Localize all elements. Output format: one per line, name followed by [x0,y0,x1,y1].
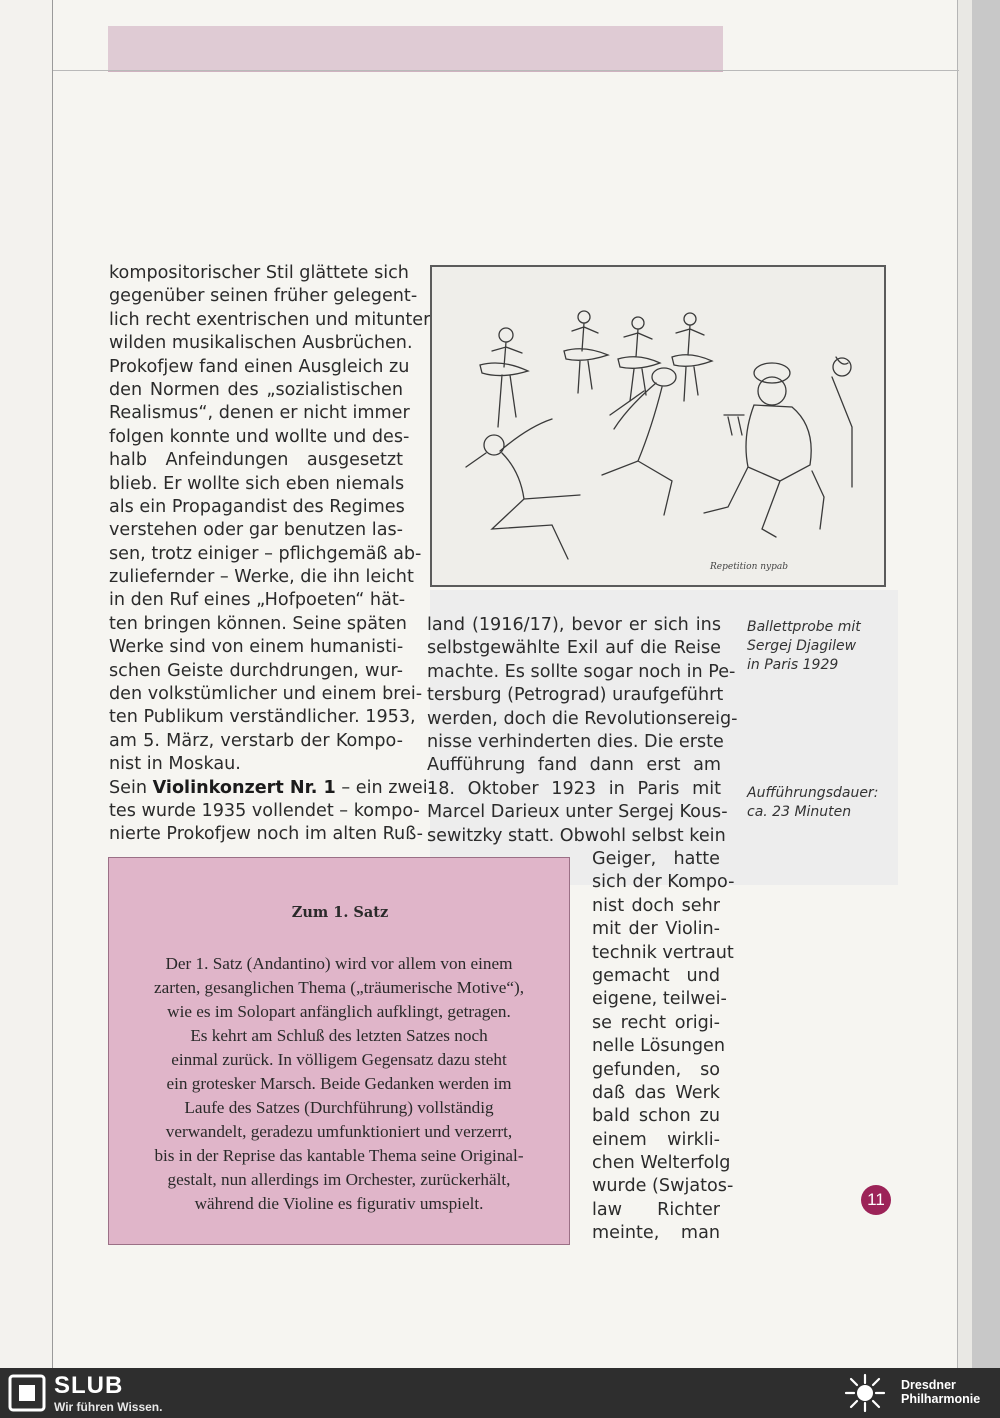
caption-line: in Paris 1929 [747,657,839,673]
slub-name[interactable]: SLUB [54,1372,124,1399]
text-line: nist in Moskau. [109,754,241,775]
text-line: sich der Kompo- [592,872,735,893]
ballet-rehearsal-illustration [430,265,886,587]
caption-line: Sergej Djagilew [747,638,857,654]
text-line: sewitzky statt. Obwohl selbst kein [427,825,726,846]
text-line: daß das Werk [592,1082,720,1103]
caption-line: Aufführungsdauer: [747,785,879,801]
page-number-badge: 11 [861,1185,891,1215]
text-line: nelle Lösungen [592,1036,726,1057]
text-fragment: Sein [109,777,153,798]
text-line: den Normen des „sozialistischen [109,379,403,400]
viewer-footer-bar [0,1368,1000,1418]
text-line: law Richter [592,1199,720,1220]
text-line: den volkstümlicher und einem brei- [109,684,423,705]
text-line: werden, doch die Revolutionsereig- [427,708,738,729]
info-box-line: einmal zurück. In völligem Gegensatz dazu steht [171,1050,507,1069]
text-column-2 [427,614,738,848]
text-line: kompositorischer Stil glättete sich [109,263,409,283]
info-box-title: Zum 1. Satz [291,904,389,921]
philharmonie-name-line: Dresdner [901,1378,956,1392]
text-line: se recht origi- [592,1012,720,1033]
page-edge [957,0,972,1368]
text-column-3 [592,848,735,1246]
info-box-line: ein grotesker Marsch. Beide Gedanken werden im [166,1074,512,1093]
text-line: Werke sind von einem humanisti- [109,637,404,658]
text-line: gefunden, so [592,1059,720,1080]
text-line: tersburg (Petrograd) uraufgeführt [427,685,724,706]
text-line: Aufführung fand dann erst am [427,755,721,776]
text-line: nisse verhinderten dies. Die erste [427,731,724,752]
text-line: schen Geiste durchdrungen, wur- [109,660,403,681]
info-box-line: bis in der Reprise das kantable Thema seine Original- [154,1146,524,1165]
illustration-signature: Repetition nypab [710,562,789,572]
philharmonie-name[interactable] [901,1378,980,1406]
header-band [108,26,723,70]
text-line: sen, trotz einiger – pflichgemäß ab- [109,543,422,564]
image-caption [747,618,887,675]
text-line: gegenüber seinen früher gelegent- [109,286,418,307]
info-box-line: während die Violine es figurativ umspielt. [194,1194,484,1213]
text-line: eigene, teilwei- [592,989,727,1010]
text-line: machte. Es sollte sogar noch in Pe- [427,661,736,682]
left-page-edge [0,0,53,1368]
text-line-violin-concerto [109,777,434,800]
text-line: Prokofjew fand einen Ausgleich zu [109,356,410,377]
text-line: land (1916/17), bevor er sich ins [427,615,721,635]
text-line: verstehen oder gar benutzen las- [109,520,403,541]
text-line: blieb. Er wollte sich eben niemals [109,473,405,494]
text-line: gemacht und [592,965,720,986]
text-line: wurde (Swjatos- [592,1176,734,1197]
text-line: lich recht exentrischen und mitunter [109,309,431,330]
text-line: zuliefernder – Werke, die ihn leicht [109,567,414,588]
text-line: ten bringen können. Seine späten [109,613,407,634]
text-line: Geiger, hatte [592,849,720,869]
ballet-sketch-drawing [432,267,884,585]
text-line: Marcel Darieux unter Sergej Kous- [427,802,728,823]
text-line: einem wirkli- [592,1129,720,1150]
info-box-line: verwandelt, geradezu umfunktioniert und verzerrt, [165,1122,513,1141]
text-line: nist doch sehr [592,895,720,916]
header-rule [53,70,959,71]
text-line: mit der Violin- [592,919,720,940]
caption-line: ca. 23 Minuten [747,804,852,820]
text-line: ten Publikum verständlicher. 1953, [109,707,416,728]
text-line: 18. Oktober 1923 in Paris mit [427,778,721,799]
info-box-line: Der 1. Satz (Andantino) wird vor allem von einem [165,954,513,973]
info-box-line: gestalt, nun allerdings im Orchester, zurückerhält, [167,1170,511,1189]
info-box-line: wie es im Solopart anfänglich aufklingt, getragen. [167,1002,511,1021]
slub-tagline: Wir führen Wissen. [54,1400,163,1414]
text-line: nierte Prokofjew noch im alten Ruß- [109,824,423,845]
work-title: Violinkonzert Nr. 1 [152,777,336,798]
text-fragment: – ein zwei- [335,777,434,798]
text-line: als ein Propagandist des Regimes [109,496,405,517]
text-line: Realismus“, denen er nicht immer [109,403,410,424]
text-line: selbstgewählte Exil auf die Reise [427,638,721,659]
movement-info-box [108,857,570,1245]
text-column-1 [109,262,434,847]
philharmonie-name-line: Philharmonie [901,1392,981,1406]
text-line: technik vertraut [592,942,734,963]
slub-logo-icon[interactable] [8,1374,46,1412]
text-line: tes wurde 1935 vollendet – kompo- [109,800,420,821]
text-line: folgen konnte und wollte und des- [109,426,410,447]
info-box-line: Laufe des Satzes (Durchführung) vollständig [184,1098,494,1117]
text-line: am 5. März, verstarb der Kompo- [109,730,403,751]
caption-line: Ballettprobe mit [747,619,861,635]
info-box-body [129,952,549,1216]
text-line: wilden musikalischen Ausbrüchen. [109,333,413,354]
info-box-line: zarten, gesanglichen Thema („träumerische Motive“), [153,978,524,997]
text-line: meinte, man [592,1223,720,1244]
info-box-line: Es kehrt am Schluß des letzten Satzes noch [190,1026,488,1045]
text-line: halb Anfeindungen ausgesetzt [109,450,403,471]
philharmonie-logo-icon[interactable] [843,1372,887,1414]
text-line: bald schon zu [592,1106,720,1127]
duration-caption [747,784,887,822]
text-line: chen Welterfolg [592,1153,731,1174]
text-line: in den Ruf eines „Hofpoeten“ hät- [109,590,406,611]
